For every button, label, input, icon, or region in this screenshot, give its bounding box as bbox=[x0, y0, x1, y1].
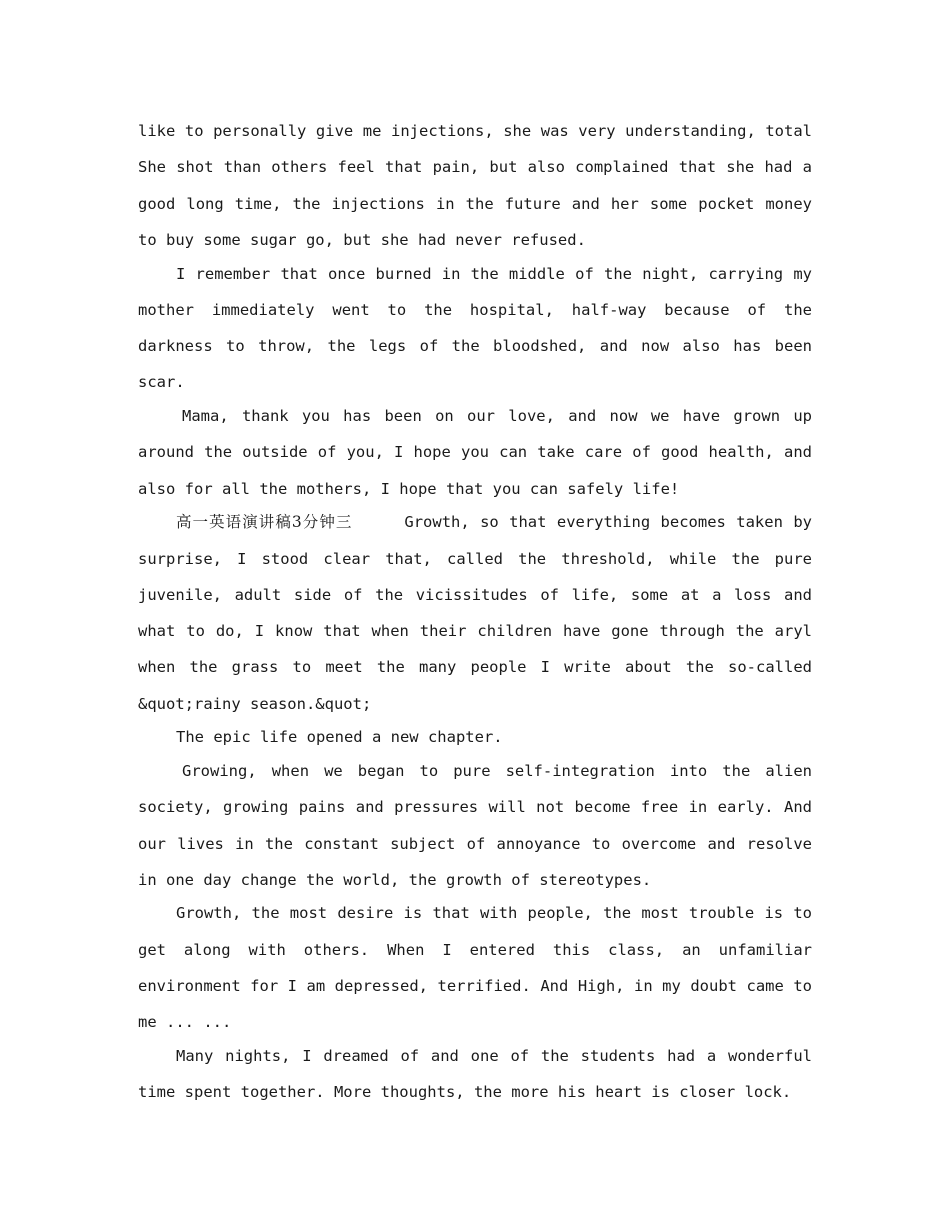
section-heading: 高一英语演讲稿3分钟三 bbox=[176, 513, 353, 532]
paragraph-5: The epic life opened a new chapter. bbox=[176, 728, 503, 747]
paragraph-2: I remember that once burned in the middle of the night, carrying my mother immediately went to the hospital, half-way because of the darkness to throw, the legs of the bloodshed, and now also has been scar. bbox=[138, 264, 812, 392]
paragraph-6: Growing, when we began to pure self-integration into the alien society, growing pains and pressures will not become free in early. And our lives in the constant subject of annoyance to overcome and resolve in one day change the world, the growth of stereotypes. bbox=[138, 761, 812, 889]
paragraph-7: Growth, the most desire is that with people, the most trouble is to get along with others. When I entered this class, an unfamiliar environment for I am depressed, terrified. And High, in my doubt came to me ... ... bbox=[138, 904, 812, 1032]
paragraph-4 bbox=[138, 504, 812, 722]
document-body bbox=[138, 113, 812, 1108]
paragraph-1: like to personally give me injections, she was very understanding, total She shot than others feel that pain, but also complained that she had a good long time, the injections in the future and her some pocket money to buy some sugar go, but she had never refused. bbox=[138, 122, 812, 249]
paragraph-3: Mama, thank you has been on our love, and now we have grown up around the outside of you, I hope you can take care of good health, and also for all the mothers, I hope that you can safely life! bbox=[138, 407, 812, 498]
paragraph-8: Many nights, I dreamed of and one of the students had a wonderful time spent together. More thoughts, the more his heart is closer lock. bbox=[138, 1046, 812, 1102]
paragraph-4-text: Growth, so that everything becomes taken by surprise, I stood clear that, called the threshold, while the pure juvenile, adult side of the vicissitudes of life, some at a loss and what to do, I know that when their children have gone through the aryl when the grass to meet the many people I write about the so-called &quot;rainy season.&quot; bbox=[138, 513, 812, 713]
